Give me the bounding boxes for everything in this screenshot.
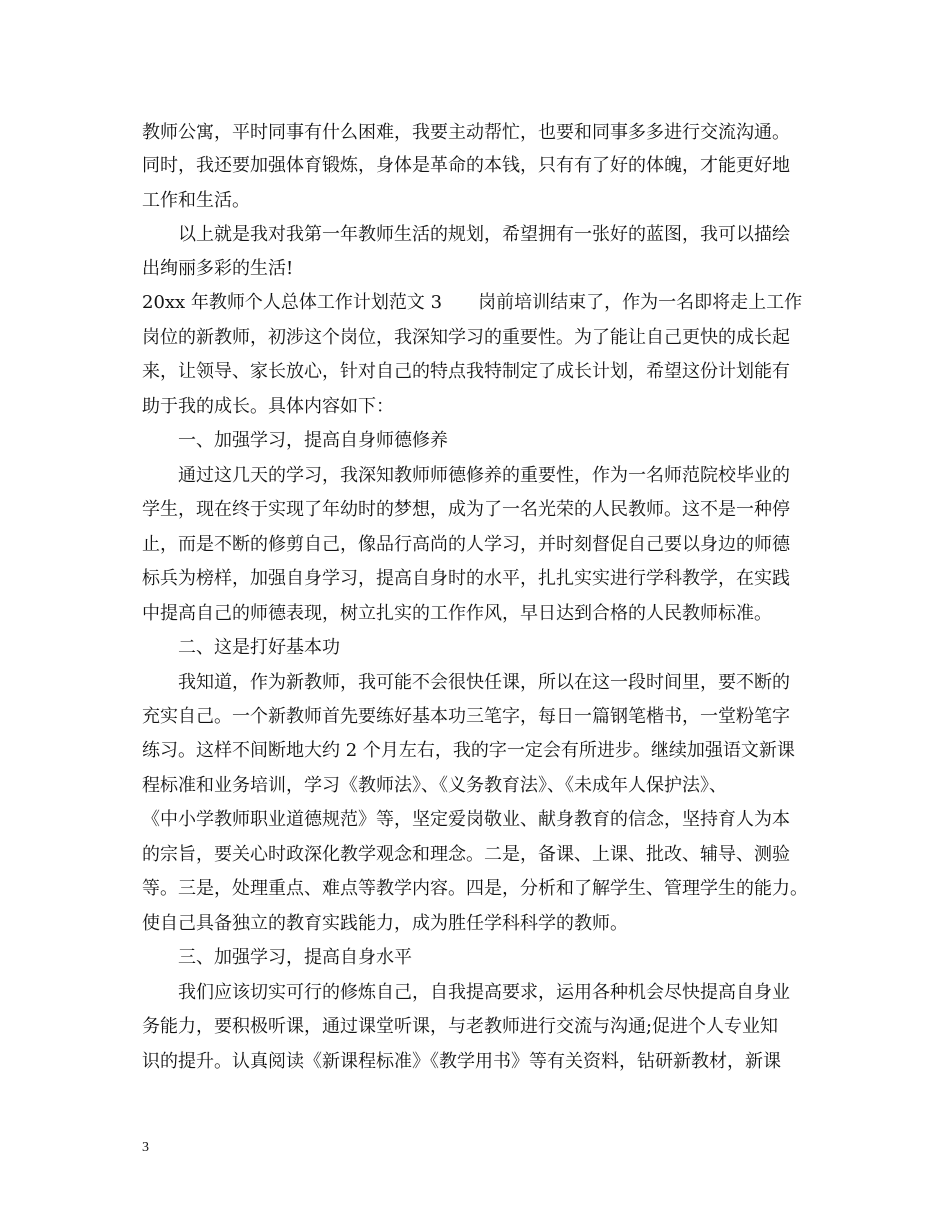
section-title-line: 20xx 年教师个人总体工作计划范文 3 岗前培训结束了，作为一名即将走上工作 [142,292,803,313]
body-line: 来，让领导、家长放心，针对自己的特点我特制定了成长计划，希望这份计划能有 [142,361,790,382]
paragraph-start-line: 我们应该切实可行的修炼自己，自我提高要求，运用各种机会尽快提高自身业 [178,982,790,1003]
body-line: 止，而是不断的修剪自己，像品行高尚的人学习，并时刻督促自己要以身边的师德 [142,534,790,555]
body-line: 练习。这样不间断地大约 2 个月左右，我的字一定会有所进步。继续加强语文新课 [142,740,795,761]
body-line: 出绚丽多彩的生活! [142,258,294,279]
body-line: 程标准和业务培训，学习《教师法》、《义务教育法》、《未成年人保护法》、 [142,775,727,796]
body-line: 务能力，要积极听课，通过课堂听课，与老教师进行交流与沟通;促进个人专业知 [142,1016,779,1037]
body-line: 工作和生活。 [142,190,250,211]
body-line: 中提高自己的师德表现，树立扎实的工作作风，早日达到合格的人民教师标准。 [142,603,772,624]
heading-1: 一、加强学习，提高自身师德修养 [178,430,448,451]
body-line: 《中小学教师职业道德规范》等，坚定爱岗敬业、献身教育的信念，坚持育人为本 [142,809,790,830]
body-line: 同时，我还要加强体育锻炼，身体是革命的本钱，只有有了好的体魄，才能更好地 [142,155,790,176]
paragraph-start-line: 我知道，作为新教师，我可能不会很快任课，所以在这一段时间里，要不断的 [178,672,790,693]
body-line: 标兵为榜样，加强自身学习，提高自身时的水平，扎扎实实进行学科教学，在实践 [142,568,790,589]
heading-2: 二、这是打好基本功 [178,637,340,658]
page-number: 3 [142,1140,149,1155]
body-line: 岗位的新教师，初涉这个岗位，我深知学习的重要性。为了能让自己更快的成长起 [142,327,790,348]
body-line: 教师公寓，平时同事有什么困难，我要主动帮忙，也要和同事多多进行交流沟通。 [142,122,790,143]
paragraph-start-line: 通过这几天的学习，我深知教师师德修养的重要性，作为一名师范院校毕业的 [178,465,790,486]
body-line: 识的提升。认真阅读《新课程标准》《教学用书》等有关资料，钻研新教材，新课 [142,1051,781,1072]
body-line: 充实自己。一个新教师首先要练好基本功三笔字，每日一篇钢笔楷书，一堂粉笔字 [142,706,790,727]
body-line: 等。三是，处理重点、难点等教学内容。四是，分析和了解学生、管理学生的能力。 [142,878,808,899]
body-line: 助于我的成长。具体内容如下： [142,396,394,417]
heading-3: 三、加强学习，提高自身水平 [178,947,412,968]
body-line: 的宗旨，要关心时政深化教学观念和理念。二是，备课、上课、批改、辅导、测验 [142,844,790,865]
paragraph-start-line: 以上就是我对我第一年教师生活的规划，希望拥有一张好的蓝图，我可以描绘 [178,224,790,245]
body-line: 使自己具备独立的教育实践能力，成为胜任学科科学的教师。 [142,913,628,934]
body-line: 学生，现在终于实现了年幼时的梦想，成为了一名光荣的人民教师。这不是一种停 [142,499,790,520]
